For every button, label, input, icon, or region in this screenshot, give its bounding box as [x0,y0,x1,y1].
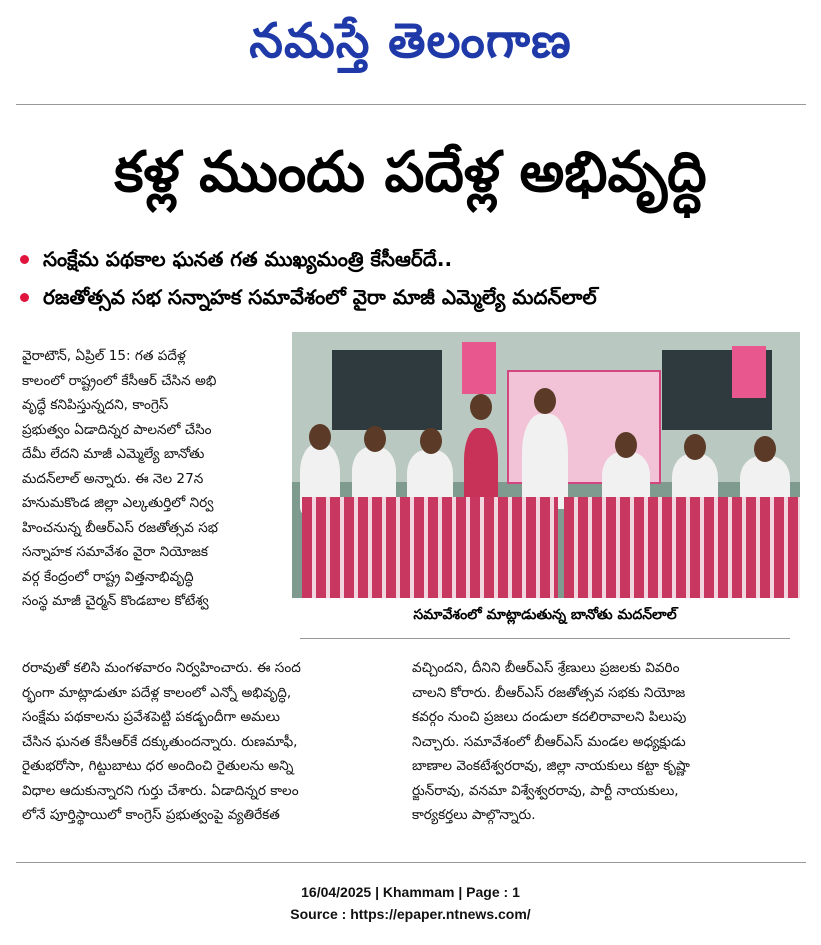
headline: కళ్ల ముందు పదేళ్ల అభివృద్ధి [114,140,707,205]
divider [16,104,806,105]
footer-divider [16,862,806,863]
bullet-icon [20,255,29,264]
subheadline-item [20,240,800,278]
article-column-1-bottom: రరావుతో కలిసి మంగళవారం నిర్వహించారు. ఈ సంద ర్భంగా మాట్లాడుతూ పదేళ్ల కాలంలో ఎన్నో అభివృద్ధి, సంక్షేమ పథకాలను ప్రవేశపెట్టి పకడ్బందీగా అమలు చేసిన ఘనత కేసీఆర్‌కే దక్కుతుందన్నారు. రుణమాఫీ, రైతుభరోసా, గిట్టుబాటు ధర అందించి రైతులను అన్ని విధాల ఆదుకున్నారని గుర్తు చేశారు. ఏడాదిన్నర కాలం లోనే పూర్తిస్థాయిలో కాంగ్రెస్ ప్రభుత్వంపై వ్యతిరేకత [22,660,301,823]
article-column-1-top: వైరాటౌన్, ఏప్రిల్ 15: గత పదేళ్ల కాలంలో రాష్ట్రంలో కేసీఆర్ చేసిన అభి వృద్ధే కనిపిస్తున్నదని, కాంగ్రెస్ ప్రభుత్వం ఏడాదిన్నర పాలనలో చేసిం దేమీ లేదని మాజీ ఎమ్మెల్యే బానోతు మదన్‌లాల్ అన్నారు. ఈ నెల 27న హనుమకొండ జిల్లా ఎల్కతుర్తిలో నిర్వ హించనున్న బీఆర్‌ఎస్ రజతోత్సవ సభ సన్నాహక సమావేశం వైరా నియోజక వర్గ కేంద్రంలో రాష్ట్ర విత్తనాభివృద్ధి సంస్థ మాజీ చైర్మన్ కొండబాల కోటేశ్వ [22,348,218,609]
caption-divider [300,638,790,639]
masthead-logo: నమస్తే తెలంగాణ [249,13,572,69]
subheadline-list [20,240,800,316]
footer-dateline: 16/04/2025 | Khammam | Page : 1 [301,884,520,900]
bullet-icon [20,293,29,302]
subheadline-text: రజతోత్సవ సభ సన్నాహక సమావేశంలో వైరా మాజీ ఎమ్మెల్యే మదన్‌లాల్ [43,285,597,309]
footer-source: Source : https://epaper.ntnews.com/ [290,906,531,922]
subheadline-item [20,278,800,316]
photo-caption: సమావేశంలో మాట్లాడుతున్న బానోతు మదన్‌లాల్ [413,607,677,623]
article-photo [292,332,800,598]
subheadline-text: సంక్షేమ పథకాల ఘనత గత ముఖ్యమంత్రి కేసీఆర్‌దే.. [43,247,453,271]
article-column-2-bottom: వచ్చిందని, దీనిని బీఆర్‌ఎస్ శ్రేణులు ప్రజలకు వివరిం చాలని కోరారు. బీఆర్‌ఎస్ రజతోత్సవ సభకు నియోజ కవర్గం నుంచి ప్రజలు దండులా కదలిరావాలని పిలుపు నిచ్చారు. సమావేశంలో బీఆర్‌ఎస్ మండల అధ్యక్షుడు బాణాల వెంకటేశ్వరరావు, జిల్లా నాయకులు కట్టా కృష్ణా ర్జున్‌రావు, వనమా విశ్వేశ్వరరావు, పార్టీ నాయకులు, కార్యకర్తలు పాల్గొన్నారు. [412,660,690,823]
